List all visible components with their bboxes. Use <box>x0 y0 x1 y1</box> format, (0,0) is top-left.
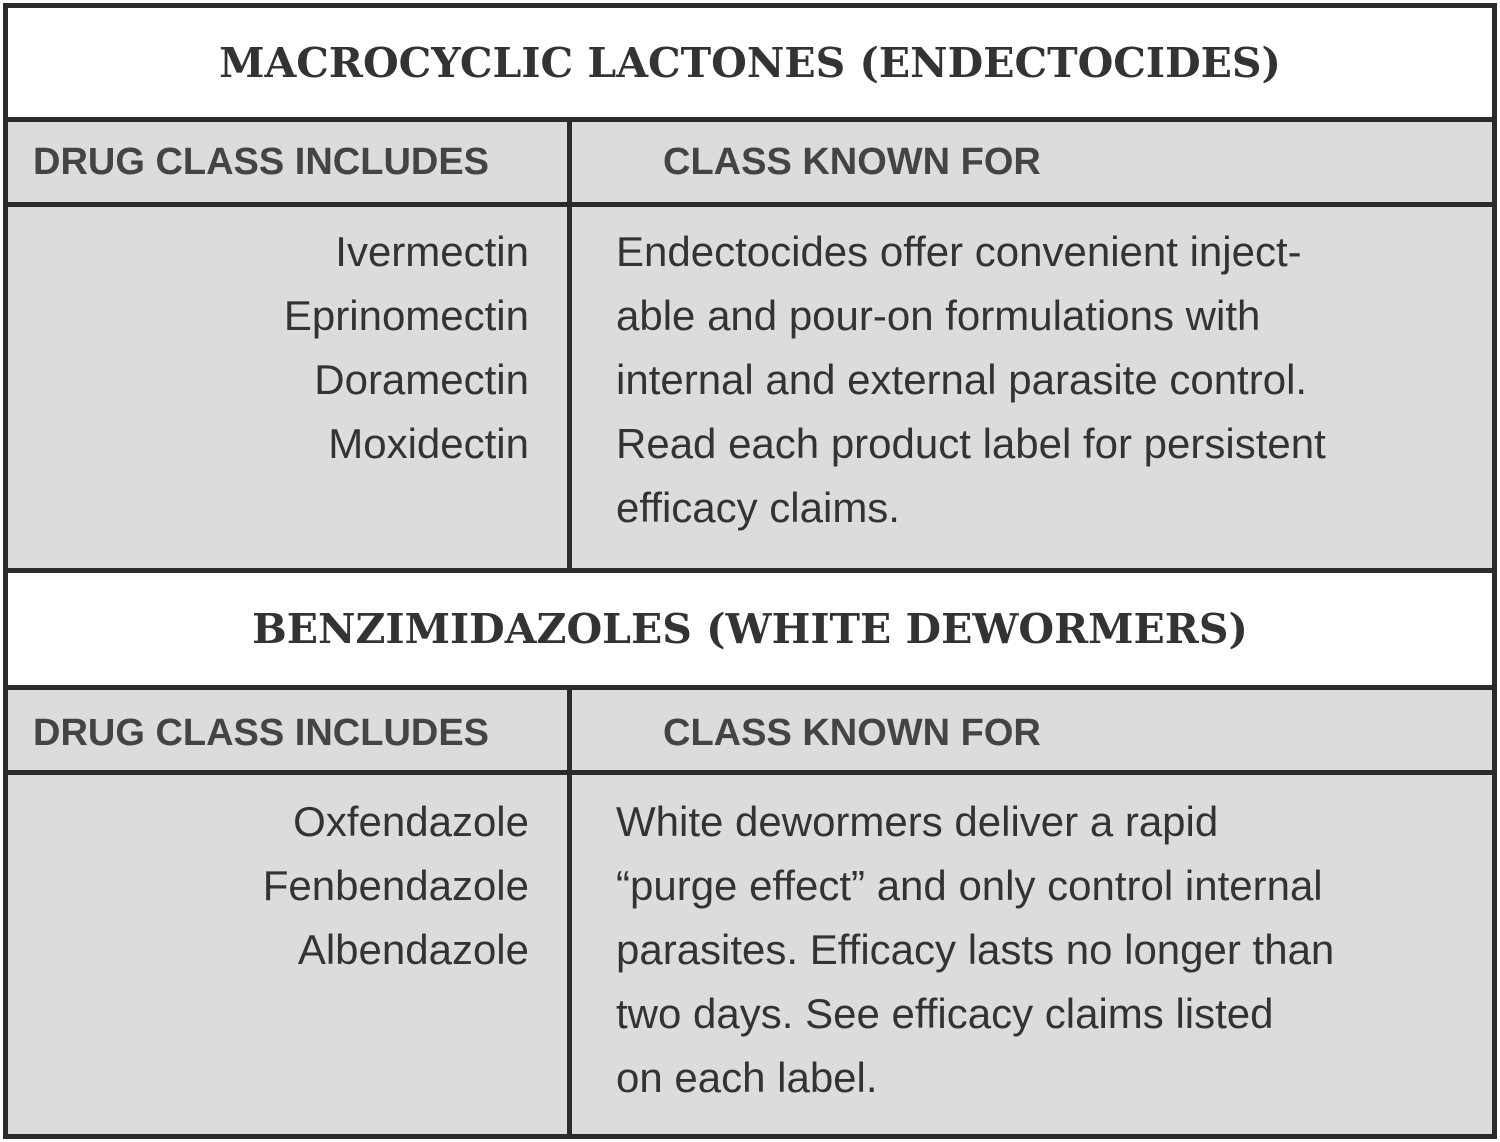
column-header-known-for: CLASS KNOWN FOR <box>663 712 1041 754</box>
column-divider <box>567 122 572 568</box>
section-title: BENZIMIDAZOLES (WHITE DEWORMERS) <box>8 573 1492 685</box>
description-line: Endectocides offer convenient inject- <box>616 228 1302 275</box>
drug-name: Moxidectin <box>328 420 529 467</box>
drug-name: Fenbendazole <box>262 862 529 909</box>
column-header-drug-class: DRUG CLASS INCLUDES <box>33 712 490 754</box>
drug-name: Oxfendazole <box>293 798 529 845</box>
drug-name: Eprinomectin <box>283 292 529 339</box>
description-line: parasites. Efficacy lasts no longer than <box>616 926 1335 973</box>
class-description <box>616 220 1416 540</box>
description-line: Read each product label for persistent <box>616 420 1326 467</box>
drug-list <box>284 220 529 476</box>
divider <box>8 685 1492 690</box>
description-line: “purge effect” and only control internal <box>616 862 1323 909</box>
description-line: internal and external parasite control. <box>616 356 1308 403</box>
drug-name: Doramectin <box>314 356 529 403</box>
column-header-known-for: CLASS KNOWN FOR <box>663 141 1041 183</box>
drug-name: Albendazole <box>297 926 529 973</box>
description-line: efficacy claims. <box>616 484 900 531</box>
divider <box>8 202 1492 207</box>
divider <box>8 117 1492 122</box>
column-divider <box>567 690 572 1134</box>
description-line: two days. See efficacy claims listed <box>616 990 1274 1037</box>
description-line: White dewormers deliver a rapid <box>616 798 1219 845</box>
column-header-drug-class: DRUG CLASS INCLUDES <box>33 141 490 183</box>
dewormer-class-table <box>3 3 1497 1139</box>
class-description <box>616 790 1416 1110</box>
drug-name: Ivermectin <box>335 228 529 275</box>
description-line: on each label. <box>616 1054 878 1101</box>
drug-list <box>263 790 529 982</box>
divider <box>8 770 1492 775</box>
section-title: MACROCYCLIC LACTONES (ENDECTOCIDES) <box>8 8 1492 117</box>
description-line: able and pour-on formulations with <box>616 292 1261 339</box>
